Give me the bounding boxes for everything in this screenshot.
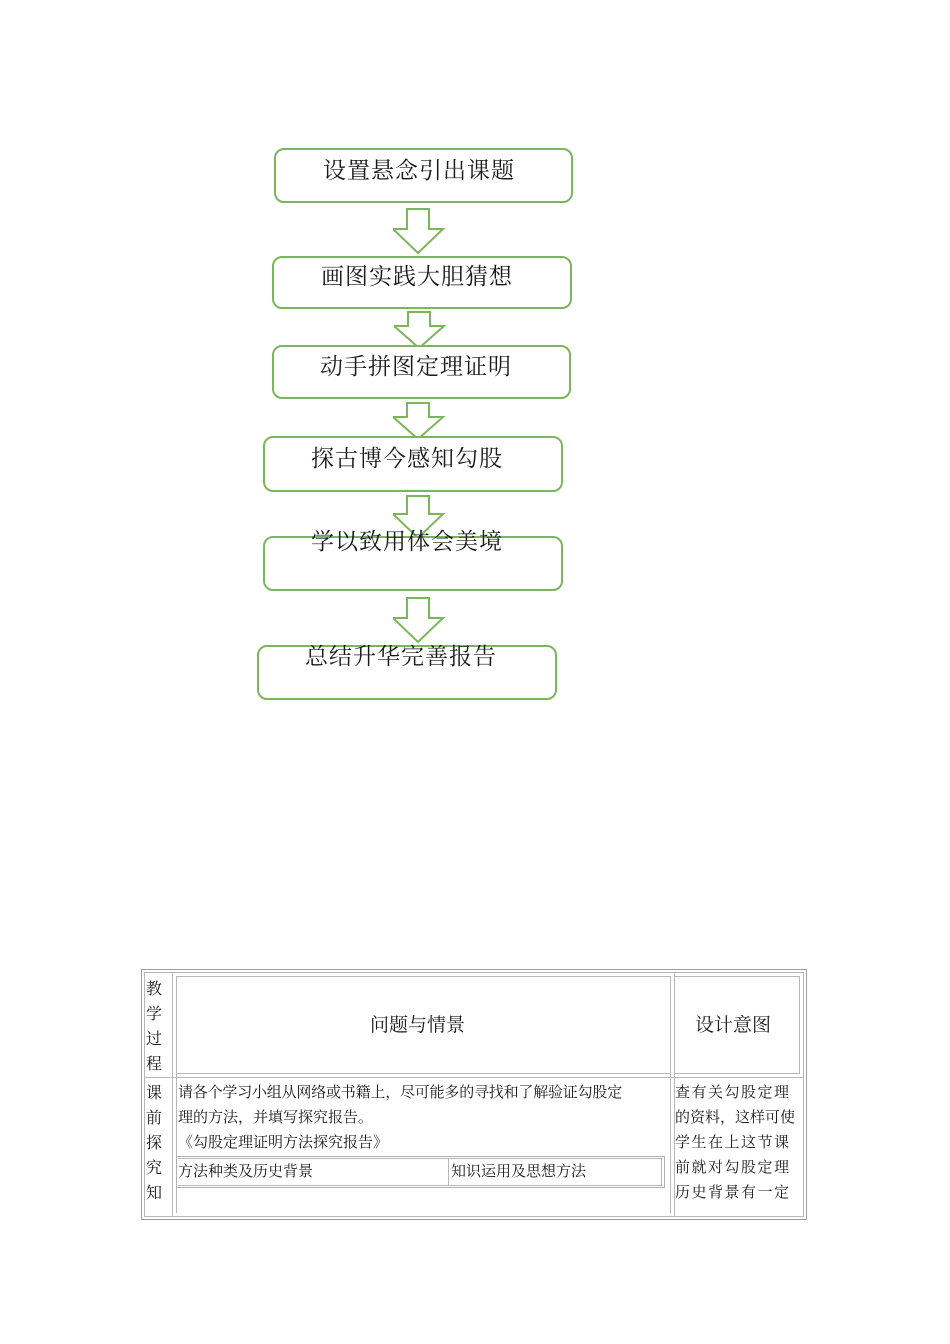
- intent-line: 的资料，这样可使: [675, 1108, 796, 1126]
- flow-step-1-label: 设置悬念引出课题: [323, 158, 515, 184]
- stage-char: 前: [146, 1108, 163, 1127]
- table-rule: [172, 972, 173, 1217]
- header-char: 学: [146, 1004, 163, 1023]
- flow-step-5-label: 学以致用体会美境: [311, 529, 503, 555]
- table-rule: [799, 976, 800, 1074]
- problem-line-1: 请各个学习小组从网络或书籍上，尽可能多的寻找和了解验证勾股定: [178, 1083, 623, 1101]
- table-rule: [674, 1073, 800, 1074]
- intent-line: 历史背景有一定: [675, 1183, 791, 1201]
- down-arrow-icon: [393, 596, 453, 644]
- report-title: 《勾股定理证明方法探究报告》: [178, 1133, 389, 1151]
- table-rule: [674, 976, 800, 977]
- header-char: 程: [146, 1054, 163, 1073]
- row-stage: [146, 1080, 164, 1205]
- flow-step-6-label: 总结升华完善报告: [305, 644, 497, 670]
- stage-char: 探: [146, 1133, 163, 1152]
- intent-line: 查有关勾股定理: [675, 1083, 791, 1101]
- intent-line: 前就对勾股定理: [675, 1158, 791, 1176]
- table-rule: [670, 976, 671, 1213]
- table-rule: [178, 1185, 663, 1186]
- problem-line-2: 理的方法，并填写探究报告。: [178, 1108, 374, 1126]
- table-rule: [144, 972, 145, 1217]
- table-rule: [176, 976, 671, 977]
- table-rule: [661, 1158, 662, 1186]
- header-char: 过: [146, 1029, 163, 1048]
- table-rule: [144, 1077, 804, 1078]
- flow-step-4-label: 探古博今感知勾股: [311, 446, 503, 472]
- table-rule: [803, 972, 804, 1217]
- down-arrow-icon: [393, 207, 453, 255]
- down-arrow-icon: [394, 310, 454, 350]
- header-col-intent: 设计意图: [695, 1014, 772, 1036]
- flow-step-3-label: 动手拼图定理证明: [320, 354, 512, 380]
- down-arrow-icon: [393, 401, 453, 441]
- table-rule: [176, 1073, 671, 1074]
- report-col-knowledge: 知识运用及思想方法: [451, 1162, 587, 1180]
- flow-step-2-label: 画图实践大胆猜想: [321, 264, 513, 290]
- header-col-problem: 问题与情景: [370, 1014, 466, 1036]
- header-char: 教: [146, 979, 163, 998]
- table-rule: [144, 1216, 804, 1217]
- intent-line: 学生在上这节课: [675, 1133, 791, 1151]
- stage-char: 究: [146, 1158, 163, 1177]
- table-rule: [144, 972, 804, 973]
- stage-char: 知: [146, 1183, 163, 1202]
- report-col-method: 方法种类及历史背景: [178, 1162, 314, 1180]
- stage-char: 课: [146, 1083, 163, 1102]
- intent-text: [675, 1080, 803, 1205]
- header-col-process: [146, 976, 164, 1076]
- table-rule: [448, 1158, 449, 1186]
